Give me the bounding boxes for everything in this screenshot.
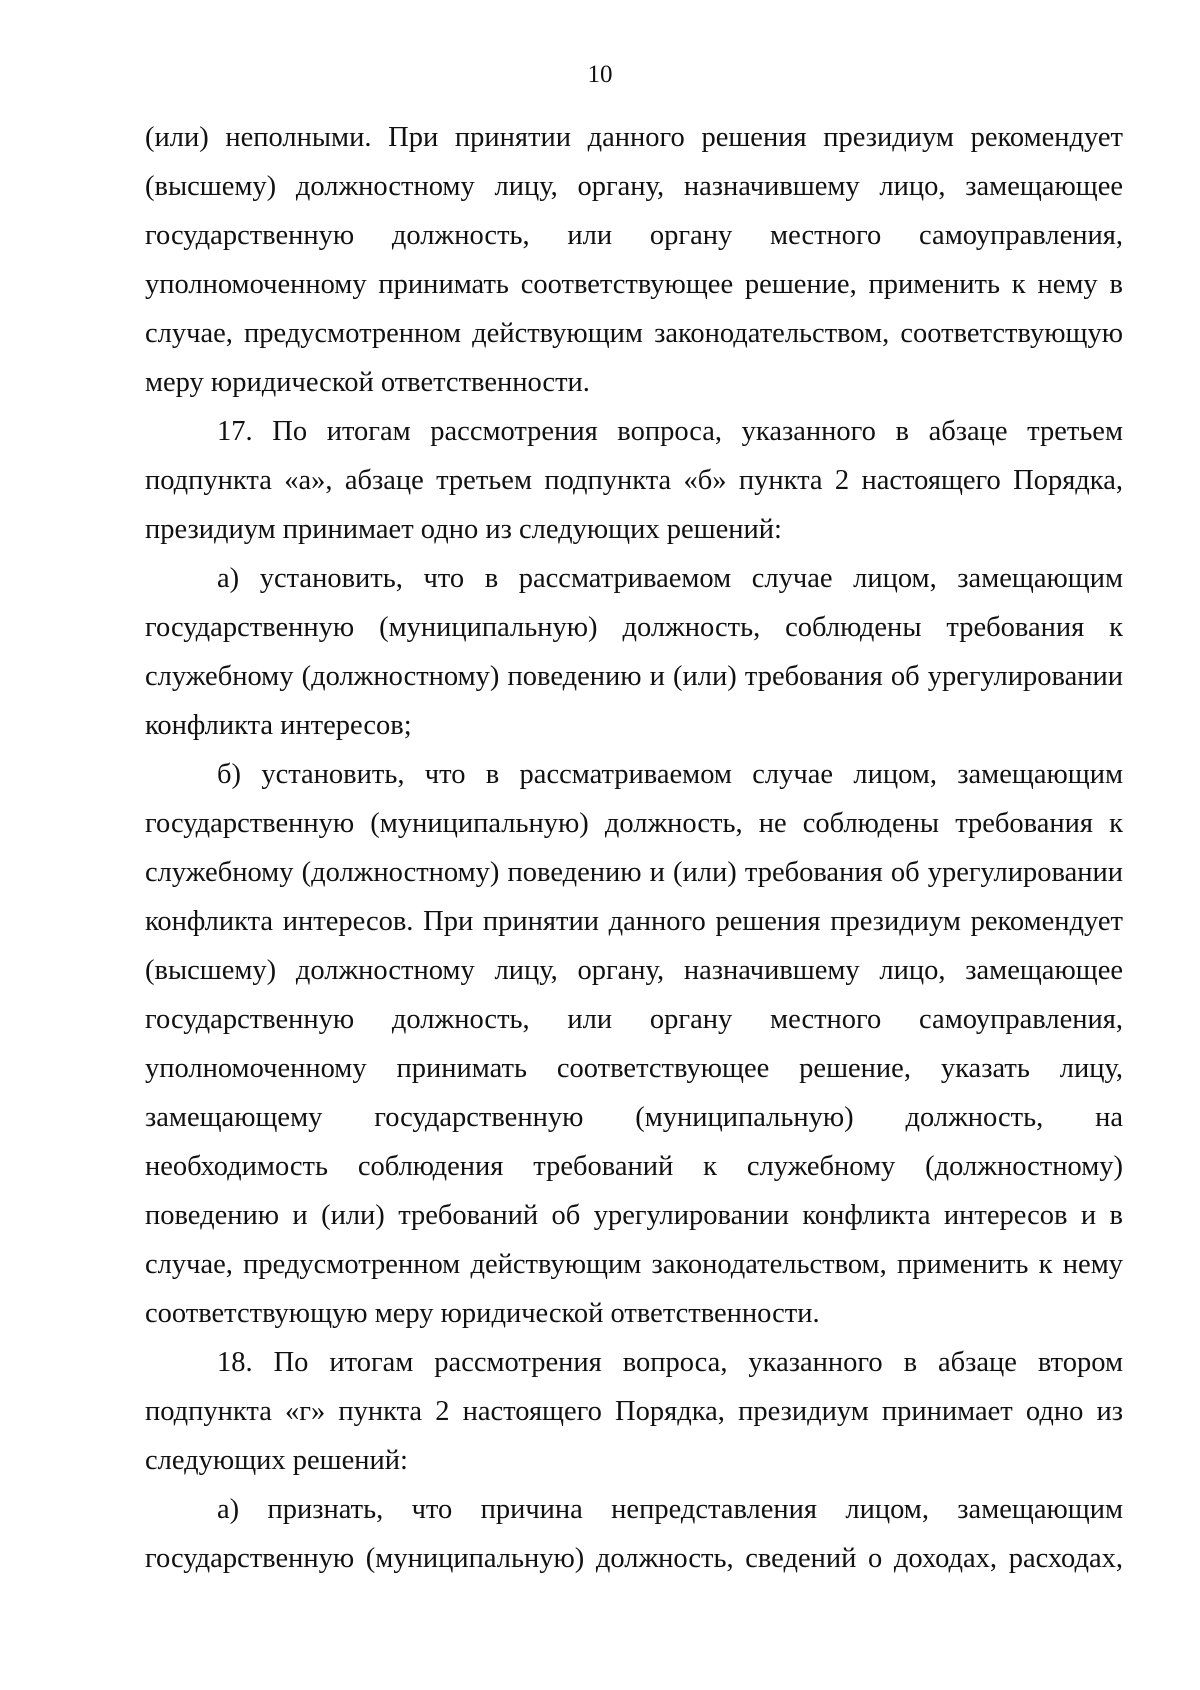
text-line: служебному (должностному) поведению и (или) требования об урегулировании [145, 857, 1123, 888]
text-line: необходимость соблюдения требований к служебному (должностному) [145, 1151, 1123, 1182]
text-line: государственную должность, или органу местного самоуправления, [145, 1004, 1123, 1035]
text-line: случае, предусмотренном действующим законодательством, соответствующую [145, 318, 1123, 349]
text-line: замещающему государственную (муниципальную) должность, на [145, 1102, 1123, 1133]
text-line: государственную (муниципальную) должность, сведений о доходах, расходах, [145, 1543, 1123, 1574]
paragraph [145, 113, 1123, 407]
text-line: конфликта интересов; [145, 710, 412, 741]
text-line: подпункта «а», абзаце третьем подпункта «б» пункта 2 настоящего Порядка, [145, 465, 1123, 496]
text-line: (высшему) должностному лицу, органу, назначившему лицо, замещающее [145, 171, 1123, 202]
paragraph [145, 554, 1123, 750]
text-line: 18. По итогам рассмотрения вопроса, указанного в абзаце втором [217, 1347, 1123, 1378]
text-line: уполномоченному принимать соответствующее решение, указать лицу, [145, 1053, 1123, 1084]
document-body [145, 113, 1123, 1583]
text-line: б) установить, что в рассматриваемом случае лицом, замещающим [217, 759, 1123, 790]
text-line: 17. По итогам рассмотрения вопроса, указанного в абзаце третьем [217, 416, 1123, 447]
page-number: 10 [587, 61, 613, 88]
text-line: поведению и (или) требований об урегулировании конфликта интересов и в [145, 1200, 1123, 1231]
text-line: (или) неполными. При принятии данного решения президиум рекомендует [145, 122, 1123, 153]
text-line: конфликта интересов. При принятии данного решения президиум рекомендует [145, 906, 1123, 937]
text-line: следующих решений: [145, 1445, 408, 1476]
text-line: соответствующую меру юридической ответственности. [145, 1298, 820, 1329]
text-line: а) признать, что причина непредставления лицом, замещающим [217, 1494, 1123, 1525]
text-line: (высшему) должностному лицу, органу, назначившему лицо, замещающее [145, 955, 1123, 986]
text-line: государственную (муниципальную) должность, не соблюдены требования к [145, 808, 1123, 839]
text-line: меру юридической ответственности. [145, 367, 590, 398]
text-line: подпункта «г» пункта 2 настоящего Порядка, президиум принимает одно из [145, 1396, 1123, 1427]
text-line: президиум принимает одно из следующих решений: [145, 514, 782, 545]
text-line: государственную должность, или органу местного самоуправления, [145, 220, 1123, 251]
paragraph [145, 1485, 1123, 1583]
text-line: случае, предусмотренном действующим законодательством, применить к нему [145, 1249, 1123, 1280]
text-line: государственную (муниципальную) должность, соблюдены требования к [145, 612, 1123, 643]
text-line: служебному (должностному) поведению и (или) требования об урегулировании [145, 661, 1123, 692]
paragraph [145, 1338, 1123, 1485]
text-line: а) установить, что в рассматриваемом случае лицом, замещающим [217, 563, 1123, 594]
paragraph [145, 407, 1123, 554]
paragraph [145, 750, 1123, 1338]
text-line: уполномоченному принимать соответствующее решение, применить к нему в [145, 269, 1123, 300]
